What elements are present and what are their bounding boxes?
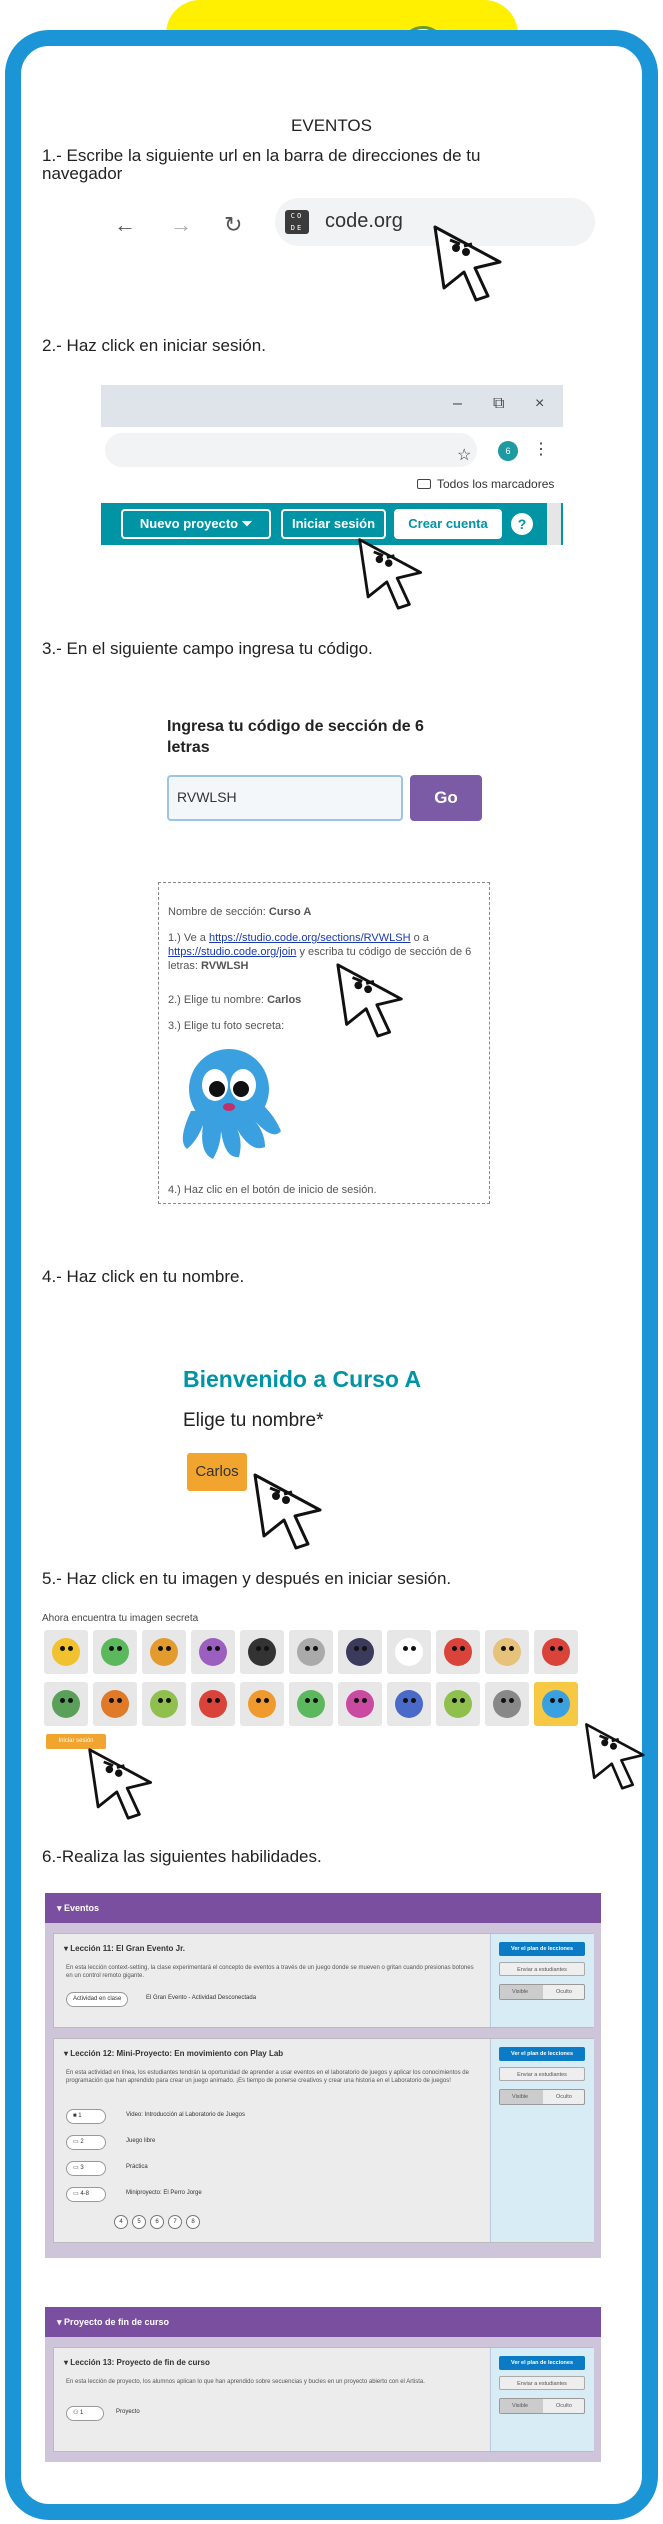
secret-image-tile[interactable] xyxy=(485,1630,529,1674)
unit-title: Eventos xyxy=(64,1903,100,1913)
minimize-icon[interactable]: – xyxy=(453,395,462,412)
character-picture xyxy=(297,1690,325,1718)
card-name: Carlos xyxy=(267,994,302,1006)
lesson-plan-button[interactable]: Ver el plan de lecciones xyxy=(499,2047,585,2061)
activity-number: 1 xyxy=(80,2410,84,2416)
activity-number: 3 xyxy=(80,2165,84,2171)
restore-icon[interactable]: ⧉ xyxy=(493,395,505,412)
caret-down-icon: ▾ xyxy=(57,1903,65,1913)
step-1-text: 1.- Escribe la siguiente url en la barra de direcciones de tu navegador xyxy=(42,146,481,183)
pointer-arrow-icon xyxy=(430,222,510,302)
address-field[interactable] xyxy=(105,433,477,467)
secret-image-tile[interactable] xyxy=(44,1682,88,1726)
send-to-students-button[interactable]: Enviar a estudiantes xyxy=(499,1962,585,1976)
secret-image-tile[interactable] xyxy=(436,1682,480,1726)
send-to-students-button[interactable]: Enviar a estudiantes xyxy=(499,2376,585,2390)
activity-label: Miniproyecto: El Perro Jorge xyxy=(126,2190,202,2196)
activity-number: 1 xyxy=(78,2113,82,2119)
help-icon[interactable]: ? xyxy=(511,513,533,535)
lesson-actions xyxy=(490,2348,594,2451)
card-section-prefix: Nombre de sección: xyxy=(168,906,269,918)
character-picture xyxy=(444,1690,472,1718)
secret-image-tile[interactable] xyxy=(289,1630,333,1674)
caret-down-icon: ▾ xyxy=(64,2358,71,2367)
character-picture xyxy=(199,1690,227,1718)
activity-number: 4-8 xyxy=(80,2191,90,2197)
card-section-link[interactable]: https://studio.code.org/sections/RVWLSH xyxy=(208,932,411,944)
url-text: code.org xyxy=(325,210,403,232)
hidden-label: Oculto xyxy=(556,2094,572,2100)
lesson-main xyxy=(54,2039,489,2242)
codeorg-header xyxy=(101,503,563,545)
character-picture xyxy=(52,1690,80,1718)
lesson-title-text: Lección 13: Proyecto de fin de curso xyxy=(70,2358,210,2367)
card-step-1-c: y escriba tu código de sección de 6 letras: xyxy=(168,946,472,972)
character-picture xyxy=(542,1690,570,1718)
activity-chip xyxy=(66,2135,106,2150)
activity-label: Práctica xyxy=(126,2164,148,2170)
caret-down-icon: ▾ xyxy=(57,2317,65,2327)
address-row xyxy=(101,427,563,475)
activity-label: Video: Introducción al Laboratorio de Juegos xyxy=(126,2112,245,2118)
level-bubble[interactable]: 7 xyxy=(168,2215,182,2229)
bookmarks-bar[interactable] xyxy=(417,477,554,491)
title-bar xyxy=(101,385,563,427)
secret-image-tile[interactable] xyxy=(191,1630,235,1674)
lesson-card-12 xyxy=(53,2038,593,2243)
card-section-line xyxy=(168,905,478,919)
page-title: EVENTOS xyxy=(291,116,372,135)
activity-row[interactable] xyxy=(66,2135,366,2150)
card-join-link[interactable]: https://studio.code.org/join xyxy=(168,946,297,958)
card-step-1-b: o a xyxy=(410,932,429,944)
visibility-toggle[interactable] xyxy=(499,2089,585,2105)
secret-image-tile[interactable] xyxy=(93,1630,137,1674)
video-icon: ■ xyxy=(73,2113,79,2119)
lesson-description: En esta lección de proyecto, los alumnos aplican lo que han aprendido sobre secuencias y bucles en un proyecto abierto con el Artista. xyxy=(66,2379,425,2385)
activity-chip xyxy=(66,2161,106,2176)
secret-image-tile[interactable] xyxy=(485,1682,529,1726)
scrollbar[interactable] xyxy=(547,503,561,545)
login-instructions-card xyxy=(158,882,490,1204)
secret-image-tile[interactable] xyxy=(534,1630,578,1674)
pointer-arrow-icon xyxy=(85,1745,160,1820)
secret-image-tile[interactable] xyxy=(436,1630,480,1674)
unit-header[interactable] xyxy=(45,2307,601,2337)
lesson-main xyxy=(54,1934,489,2027)
profile-avatar[interactable]: 6 xyxy=(498,441,518,461)
step-4-text: 4.- Haz click en tu nombre. xyxy=(42,1267,245,1286)
send-to-students-button[interactable]: Enviar a estudiantes xyxy=(499,2067,585,2081)
character-picture xyxy=(395,1638,423,1666)
reload-icon[interactable]: ↻ xyxy=(224,212,243,237)
browser-window xyxy=(101,385,563,547)
character-picture xyxy=(101,1690,129,1718)
card-step-2 xyxy=(168,993,478,1007)
octopus-picture xyxy=(169,1041,289,1167)
visible-label: Visible xyxy=(512,2094,529,2100)
activity-label: Juego libre xyxy=(126,2138,156,2144)
unit-header[interactable] xyxy=(45,1893,601,1923)
computer-icon: ▭ xyxy=(73,2139,81,2145)
codeorg-favicon-icon: CO DE xyxy=(285,210,309,234)
hidden-label: Oculto xyxy=(556,1989,572,1995)
pointer-arrow-icon xyxy=(582,1720,652,1790)
character-picture xyxy=(297,1638,325,1666)
activity-chip: Actividad en clase xyxy=(66,1992,128,2007)
card-step-3: 3.) Elige tu foto secreta: xyxy=(168,1020,285,1032)
lesson-main xyxy=(54,2348,489,2451)
pointer-arrow-icon xyxy=(355,535,430,610)
lesson-title[interactable] xyxy=(64,2049,283,2058)
character-picture xyxy=(52,1638,80,1666)
visibility-toggle[interactable] xyxy=(499,1984,585,2000)
character-picture xyxy=(150,1638,178,1666)
lesson-plan-button[interactable]: Ver el plan de lecciones xyxy=(499,1942,585,1956)
activity-label: El Gran Evento - Actividad Desconectada xyxy=(146,1995,257,2001)
card-step-2-a: 2.) Elige tu nombre: xyxy=(168,994,268,1006)
activity-chip xyxy=(66,2109,106,2124)
menu-icon[interactable]: ⋮ xyxy=(533,441,549,458)
character-picture xyxy=(493,1690,521,1718)
pointer-arrow-icon xyxy=(333,960,411,1038)
visible-label: Visible xyxy=(512,2403,529,2409)
character-picture xyxy=(346,1690,374,1718)
visible-label: Visible xyxy=(512,1989,529,1995)
folder-icon xyxy=(417,479,431,489)
level-bubble[interactable]: 5 xyxy=(132,2215,146,2229)
lesson-title-text: Lección 11: El Gran Evento Jr. xyxy=(70,1944,185,1953)
close-icon[interactable]: × xyxy=(535,395,545,412)
character-picture xyxy=(101,1638,129,1666)
caret-down-icon: ▾ xyxy=(64,1944,71,1953)
activity-chip xyxy=(66,2187,106,2202)
computer-icon: ▭ xyxy=(73,2191,81,2197)
new-project-button[interactable]: Nuevo proyecto ⏷ xyxy=(121,509,271,539)
card-step-1 xyxy=(168,931,478,973)
star-icon[interactable]: ☆ xyxy=(457,447,472,464)
character-picture xyxy=(150,1690,178,1718)
secret-image-tile[interactable] xyxy=(387,1630,431,1674)
secret-image-tile[interactable] xyxy=(338,1630,382,1674)
level-bubble[interactable]: 8 xyxy=(186,2215,200,2229)
secret-image-tile[interactable] xyxy=(534,1682,578,1726)
back-arrow-icon[interactable]: ← xyxy=(114,212,136,237)
step-5-text: 5.- Haz click en tu imagen y después en iniciar sesión. xyxy=(42,1569,452,1588)
secret-image-tile[interactable] xyxy=(240,1682,284,1726)
card-step-4: 4.) Haz clic en el botón de inicio de sesión. xyxy=(168,1184,377,1196)
character-picture xyxy=(199,1638,227,1666)
secret-image-tile[interactable] xyxy=(142,1630,186,1674)
lesson-actions xyxy=(490,2039,594,2242)
lesson-plan-button[interactable]: Ver el plan de lecciones xyxy=(499,2356,585,2370)
project-icon: ⚇ xyxy=(73,2410,81,2416)
character-picture xyxy=(444,1638,472,1666)
sign-in-button[interactable]: Iniciar sesión xyxy=(281,509,386,539)
card-step-1-a: 1.) Ve a xyxy=(168,932,209,944)
lesson-actions xyxy=(490,1934,594,2027)
visibility-toggle[interactable] xyxy=(499,2398,585,2414)
character-picture xyxy=(395,1690,423,1718)
welcome-title: Bienvenido a Curso A xyxy=(183,1366,422,1392)
activity-chip xyxy=(66,2406,104,2421)
secret-image-tile[interactable] xyxy=(142,1682,186,1726)
unit-panel-final-project xyxy=(45,2307,601,2462)
name-button-carlos[interactable]: Carlos xyxy=(187,1453,247,1491)
lesson-card-11 xyxy=(53,1933,593,2028)
secret-image-tile[interactable] xyxy=(191,1682,235,1726)
browser-address-bar xyxy=(100,190,585,260)
activity-label: Proyecto xyxy=(116,2409,140,2415)
character-picture xyxy=(542,1638,570,1666)
activity-row[interactable] xyxy=(66,2109,366,2124)
caret-down-icon: ▾ xyxy=(64,2049,71,2058)
card-code: RVWLSH xyxy=(201,960,249,972)
computer-icon: ▭ xyxy=(73,2165,81,2171)
unit-title: Proyecto de fin de curso xyxy=(64,2317,170,2327)
secret-image-tile[interactable] xyxy=(240,1630,284,1674)
section-code-input[interactable]: RVWLSH xyxy=(167,775,403,821)
step-2-text: 2.- Haz click en iniciar sesión. xyxy=(42,336,266,355)
unit-panel-eventos xyxy=(45,1893,601,2258)
secret-image-tile[interactable] xyxy=(44,1630,88,1674)
step-3-text: 3.- En el siguiente campo ingresa tu código. xyxy=(42,639,373,658)
secret-image-tile[interactable] xyxy=(387,1682,431,1726)
step-6-text: 6.-Realiza las siguientes habilidades. xyxy=(42,1847,322,1866)
character-picture xyxy=(493,1638,521,1666)
secret-image-label: Ahora encuentra tu imagen secreta xyxy=(42,1613,199,1624)
lesson-title[interactable] xyxy=(64,1944,185,1953)
hidden-label: Oculto xyxy=(556,2403,572,2409)
lesson-title[interactable] xyxy=(64,2358,210,2367)
choose-name-label: Elige tu nombre* xyxy=(183,1410,324,1431)
character-picture xyxy=(248,1690,276,1718)
create-account-button[interactable]: Crear cuenta xyxy=(394,509,502,539)
secret-image-tile[interactable] xyxy=(93,1682,137,1726)
activity-row[interactable] xyxy=(66,2406,266,2421)
secret-image-tile[interactable] xyxy=(289,1682,333,1726)
level-bubble[interactable]: 6 xyxy=(150,2215,164,2229)
card-section-name: Curso A xyxy=(268,906,312,918)
character-picture xyxy=(248,1638,276,1666)
section-code-label: Ingresa tu código de sección de 6 letras xyxy=(167,718,424,756)
pointer-arrow-icon xyxy=(250,1470,330,1550)
level-bubble[interactable]: 4 xyxy=(114,2215,128,2229)
bookmarks-label: Todos los marcadores xyxy=(437,477,555,491)
activity-row[interactable] xyxy=(66,2187,366,2202)
lesson-card-13 xyxy=(53,2347,593,2452)
secret-image-tile[interactable] xyxy=(338,1682,382,1726)
lesson-title-text: Lección 12: Mini-Proyecto: En movimiento con Play Lab xyxy=(70,2049,284,2058)
lesson-description: En esta actividad en línea, los estudiantes tendrán la oportunidad de aprender a usar eventos en el laboratorio de juegos y aplicar los conocimientos de programación que han aprendido para crear un juego animado. ¡Es tiempo de ponerse creativos y crear una historia en el Laboratorio de juegos! xyxy=(66,2070,469,2084)
activity-row[interactable] xyxy=(66,2161,366,2176)
forward-arrow-icon[interactable]: → xyxy=(170,212,192,237)
sign-in-small-button[interactable]: Iniciar sesión xyxy=(46,1734,106,1749)
activity-row[interactable] xyxy=(66,1992,366,2007)
activity-number: 2 xyxy=(80,2139,84,2145)
go-button[interactable]: Go xyxy=(410,775,482,821)
character-picture xyxy=(346,1638,374,1666)
lesson-description: En esta lección context-setting, la clase experimentará el concepto de eventos a través de un juego donde se mueven o gritan cuando presionas botones en un control remoto gigante. xyxy=(66,1965,474,1979)
